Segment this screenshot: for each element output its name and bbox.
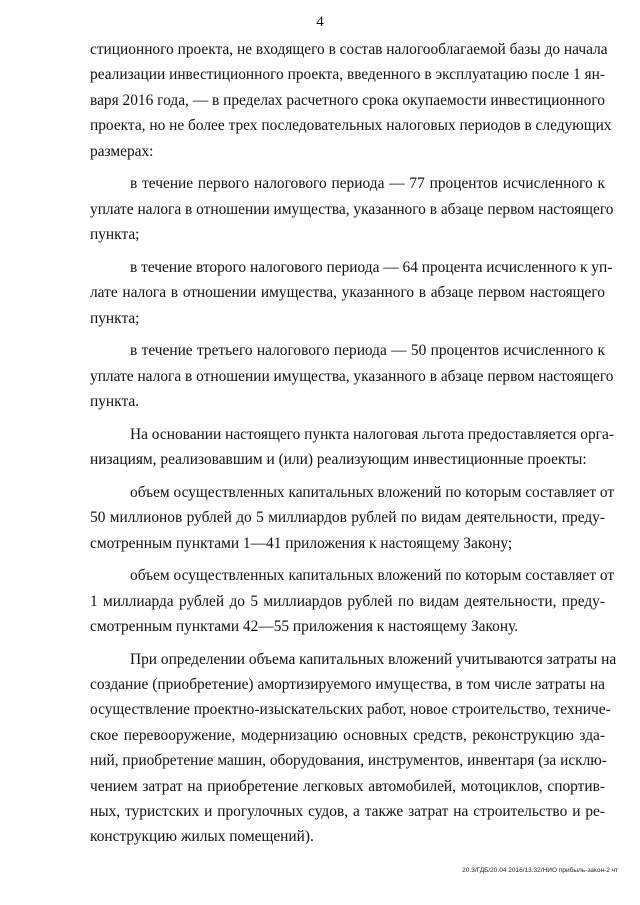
paragraph <box>90 255 613 331</box>
document-body <box>90 37 617 850</box>
text-line: смотренным пунктами 1—41 приложения к настоящему Закону; <box>90 534 513 552</box>
paragraph <box>90 480 615 556</box>
paragraph-gap <box>90 639 605 646</box>
text-line: размерах: <box>90 142 154 160</box>
text-line: На основании настоящего пункта налоговая льгота предоставляется орга- <box>130 425 614 443</box>
text-line: смотренным пунктами 42—55 приложения к настоящему Закону. <box>90 617 519 635</box>
text-line: стиционного проекта, не входящего в состав налогооблагаемой базы до начала <box>90 41 608 58</box>
text-line: При определении объема капитальных вложений учитываются затраты на <box>130 650 617 668</box>
text-line: чением затрат на приобретение легковых автомобилей, мотоциклов, спортив- <box>90 777 605 795</box>
text-line: пункта; <box>90 226 140 244</box>
text-line: уплате налога в отношении имущества, указанного в абзаце первом настоящего <box>90 200 614 218</box>
paragraph <box>90 338 614 414</box>
text-line: объем осуществленных капитальных вложений по которым составляет от <box>130 567 615 585</box>
paragraph-gap <box>90 331 605 338</box>
text-line: в течение третьего налогового периода — 50 процентов исчисленного к <box>130 342 605 360</box>
text-line: низациям, реализовавшим и (или) реализующим инвестиционные проекты: <box>90 451 587 469</box>
text-line: лате налога в отношении имущества, указанного в абзаце первом настоящего <box>90 284 605 302</box>
paragraph <box>90 171 614 247</box>
text-line: в течение первого налогового периода — 77 процентов исчисленного к <box>130 175 605 193</box>
text-line: создание (приобретение) амортизируемого имущества, в том числе затраты на <box>90 676 605 694</box>
text-line: конструкцию жилых помещений). <box>90 828 314 846</box>
paragraph <box>90 647 617 850</box>
text-line: ское перевооружение, модернизацию основных средств, реконструкцию зда- <box>90 726 605 744</box>
text-line: ных, туристских и прогулочных судов, а также затрат на строительство и ре- <box>90 803 605 821</box>
page-number: 4 <box>316 14 324 30</box>
text-line: объем осуществленных капитальных вложений по которым составляет от <box>130 483 615 501</box>
paragraph <box>90 563 615 639</box>
text-line: пункта. <box>90 392 140 410</box>
text-line: варя 2016 года, — в пределах расчетного срока окупаемости инвестиционного <box>90 91 605 109</box>
text-line: реализации инвестиционного проекта, введенного в эксплуатацию после 1 ян- <box>90 66 605 84</box>
paragraph-gap <box>90 247 605 254</box>
paragraph <box>90 37 612 164</box>
text-line: пункта; <box>90 309 140 327</box>
paragraph-gap <box>90 164 605 171</box>
text-line: проекта, но не более трех последовательных налоговых периодов в следующих <box>90 117 612 135</box>
text-line: 1 миллиарда рублей до 5 миллиардов рублей по видам деятельности, преду- <box>90 592 605 610</box>
text-line: в течение второго налогового периода — 64 процента исчисленного к уп- <box>130 258 613 276</box>
footer-code: 20.3/ГДБ/20.04 2016/13.32/НИО прибыль-закон-2 чт <box>462 867 618 874</box>
text-line: уплате налога в отношении имущества, указанного в абзаце первом настоящего <box>90 367 614 385</box>
paragraph-gap <box>90 414 605 421</box>
paragraph <box>90 422 614 473</box>
text-line: ний, приобретение машин, оборудования, инструментов, инвентаря (за исклю- <box>90 752 607 770</box>
paragraph-gap <box>90 556 605 563</box>
text-line: 50 миллионов рублей до 5 миллиардов рублей по видам деятельности, преду- <box>90 509 605 527</box>
text-line: осуществление проектно-изыскательских работ, новое строительство, техниче- <box>90 701 611 719</box>
paragraph-gap <box>90 472 605 479</box>
